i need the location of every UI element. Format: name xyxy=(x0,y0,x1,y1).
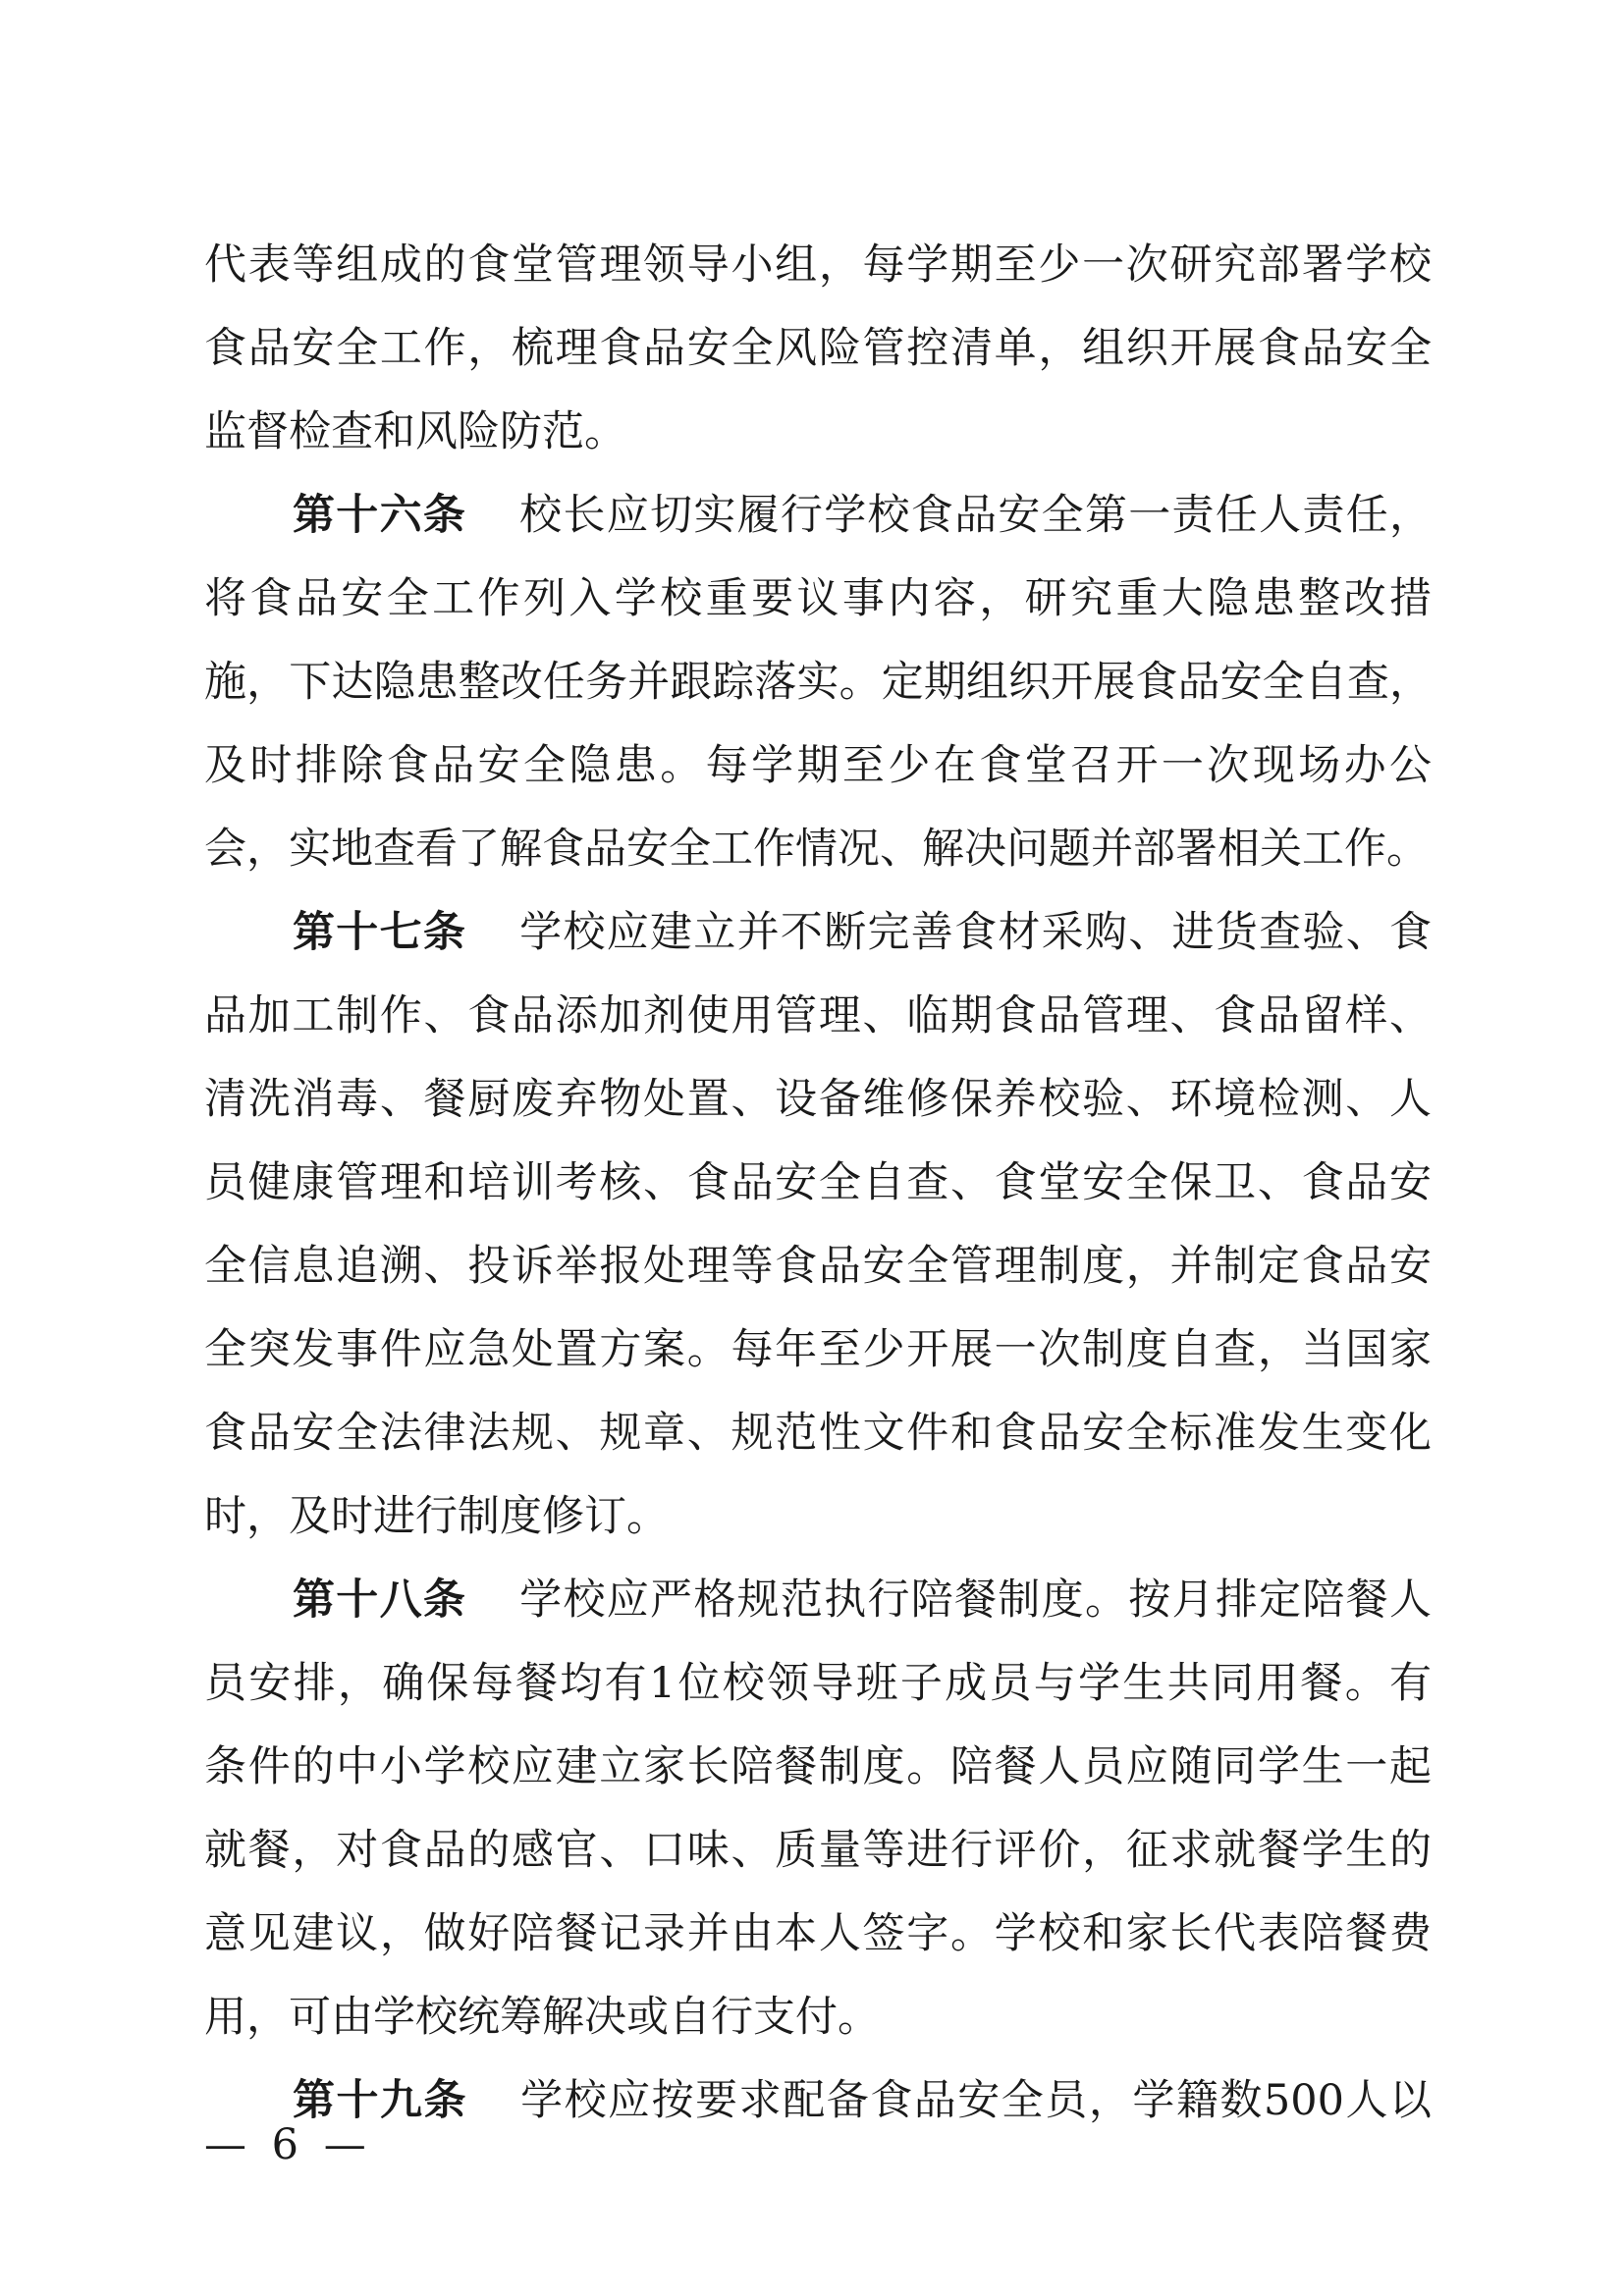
text-line: 代表等组成的食堂管理领导小组，每学期至少一次研究部署学校 xyxy=(204,240,1432,290)
text-line: 条件的中小学校应建立家长陪餐制度。陪餐人员应随同学生一起 xyxy=(204,1742,1432,1791)
text-line: 全突发事件应急处置方案。每年至少开展一次制度自查，当国家 xyxy=(204,1325,1432,1374)
article-first-line xyxy=(204,474,1432,558)
article-first-line xyxy=(204,891,1432,975)
text-line: 及时排除食品安全隐患。每学期至少在食堂召开一次现场办公 xyxy=(204,741,1432,790)
document-body xyxy=(204,224,1432,2143)
article-first-line xyxy=(204,1559,1432,1642)
page-number: — 6 — xyxy=(204,2120,372,2169)
article-heading: 第十七条 xyxy=(293,908,467,957)
text-line: 意见建议，做好陪餐记录并由本人签字。学校和家长代表陪餐费 xyxy=(204,1909,1432,1958)
article-first-line xyxy=(204,2059,1432,2143)
text-line: 会，实地查看了解食品安全工作情况、解决问题并部署相关工作。 xyxy=(204,825,1429,874)
article-heading: 第十六条 xyxy=(293,491,467,540)
text-line: 监督检查和风险防范。 xyxy=(204,407,626,456)
article-text: 学校应严格规范执行陪餐制度。按月排定陪餐人 xyxy=(519,1575,1433,1625)
text-line: 清洗消毒、餐厨废弃物处置、设备维修保养校验、环境检测、人 xyxy=(204,1075,1432,1124)
text-line: 将食品安全工作列入学校重要议事内容，研究重大隐患整改措 xyxy=(204,574,1432,623)
article-heading: 第十九条 xyxy=(293,2076,468,2125)
text-line: 品加工制作、食品添加剂使用管理、临期食品管理、食品留样、 xyxy=(204,991,1432,1041)
text-line: 员健康管理和培训考核、食品安全自查、食堂安全保卫、食品安 xyxy=(204,1158,1432,1207)
article-text: 学校应按要求配备食品安全员，学籍数500人以 xyxy=(520,2076,1433,2125)
text-line: 施，下达隐患整改任务并跟踪落实。定期组织开展食品安全自查， xyxy=(204,658,1432,707)
text-line: 用，可由学校统筹解决或自行支付。 xyxy=(204,1993,880,2042)
article-text: 校长应切实履行学校食品安全第一责任人责任， xyxy=(519,491,1433,540)
text-line: 食品安全工作，梳理食品安全风险管控清单，组织开展食品安全 xyxy=(204,324,1432,373)
article-heading: 第十八条 xyxy=(293,1575,467,1625)
text-line: 全信息追溯、投诉举报处理等食品安全管理制度，并制定食品安 xyxy=(204,1242,1432,1291)
text-line: 就餐，对食品的感官、口味、质量等进行评价，征求就餐学生的 xyxy=(204,1826,1432,1875)
article-text: 学校应建立并不断完善食材采购、进货查验、食 xyxy=(519,908,1433,957)
text-line: 食品安全法律法规、规章、规范性文件和食品安全标准发生变化 xyxy=(204,1409,1432,1458)
text-line: 员安排，确保每餐均有1位校领导班子成员与学生共同用餐。有 xyxy=(204,1659,1432,1708)
text-line: 时，及时进行制度修订。 xyxy=(204,1492,669,1541)
